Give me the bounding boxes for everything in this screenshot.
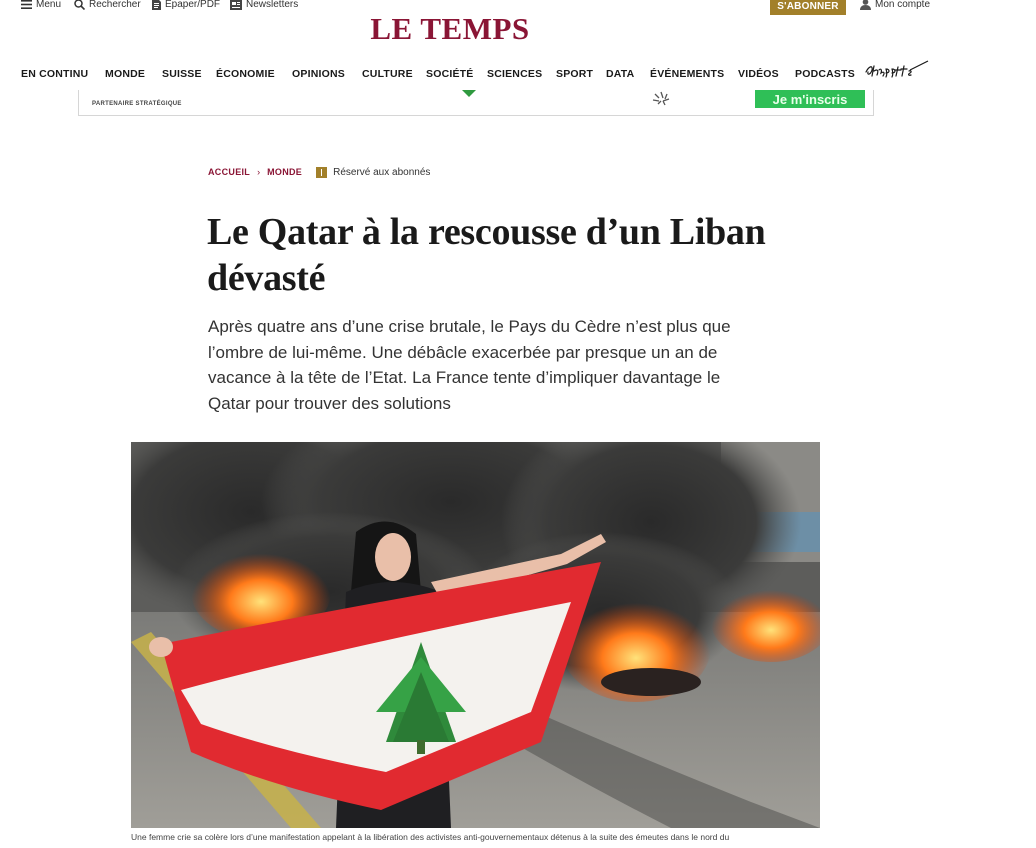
- subscriber-badge-text: Réservé aux abonnés: [333, 166, 431, 178]
- newsletters-link[interactable]: [230, 0, 298, 10]
- menu-button[interactable]: [21, 0, 61, 10]
- photo-caption: Une femme crie sa colère lors d’une manifestation appelant à la libération des activistes anti-gouvernementaux détenus à la suite des émeutes dans le nord du: [131, 832, 730, 842]
- nav-item-societe[interactable]: SOCIÉTÉ: [426, 68, 474, 80]
- breadcrumb-home[interactable]: ACCUEIL: [208, 167, 251, 177]
- nav-item-data[interactable]: DATA: [606, 68, 635, 80]
- breadcrumb-section[interactable]: MONDE: [267, 167, 303, 177]
- search-button[interactable]: [74, 0, 141, 10]
- epaper-label: Epaper/PDF: [165, 0, 221, 10]
- subscriber-badge-icon: [316, 167, 327, 178]
- chappatte-signature-icon[interactable]: [864, 58, 930, 82]
- document-icon: [152, 0, 161, 10]
- nav-item-podcasts[interactable]: PODCASTS: [795, 68, 855, 80]
- breadcrumb-chevron-icon: ›: [257, 167, 261, 177]
- subscribe-button[interactable]: S'ABONNER: [770, 0, 846, 15]
- menu-label: Menu: [36, 0, 62, 10]
- account-button[interactable]: [860, 0, 930, 10]
- newspaper-icon: [230, 0, 242, 10]
- nav-item-sport[interactable]: SPORT: [556, 68, 594, 80]
- breadcrumb: [208, 166, 430, 178]
- epaper-link[interactable]: [152, 0, 220, 10]
- nav-item-monde[interactable]: MONDE: [105, 68, 146, 80]
- banner-arrow-icon: [462, 90, 476, 97]
- search-icon: [74, 0, 85, 10]
- nav-item-culture[interactable]: CULTURE: [362, 68, 413, 80]
- protest-photo: [131, 442, 820, 828]
- nav-item-en-continu[interactable]: EN CONTINU: [21, 68, 89, 80]
- hamburger-icon: [21, 0, 32, 9]
- banner-partner-label: PARTENAIRE STRATÉGIQUE: [92, 101, 182, 107]
- nav-item-evenements[interactable]: ÉVÉNEMENTS: [650, 68, 725, 80]
- banner-signup-button[interactable]: [755, 90, 865, 108]
- ad-banner[interactable]: [78, 90, 874, 116]
- search-label: Rechercher: [89, 0, 141, 10]
- article-photo[interactable]: [131, 442, 820, 828]
- nav-item-suisse[interactable]: SUISSE: [162, 68, 202, 80]
- site-logo[interactable]: LE TEMPS: [370, 11, 530, 46]
- account-label: Mon compte: [875, 0, 931, 10]
- user-icon: [860, 0, 871, 10]
- article-title: Le Qatar à la rescousse d’un Liban dévasté: [207, 211, 766, 299]
- nav-item-videos[interactable]: VIDÉOS: [738, 68, 779, 80]
- banner-signup-label: Je m'inscris: [772, 92, 848, 107]
- nav-item-opinions[interactable]: OPINIONS: [292, 68, 345, 80]
- newsletters-label: Newsletters: [246, 0, 299, 10]
- nav-item-sciences[interactable]: SCIENCES: [487, 68, 543, 80]
- banner-brand-mark-icon: [649, 90, 679, 110]
- article-lead: Après quatre ans d’une crise brutale, le Pays du Cèdre n’est plus que l’ombre de lui-même. Une débâcle exacerbée par presque un an de vacance à la tête de l’Etat. La France tente d’impliquer davantage le Qatar pour trouver des solutions: [208, 317, 731, 413]
- nav-item-economie[interactable]: ÉCONOMIE: [216, 68, 275, 80]
